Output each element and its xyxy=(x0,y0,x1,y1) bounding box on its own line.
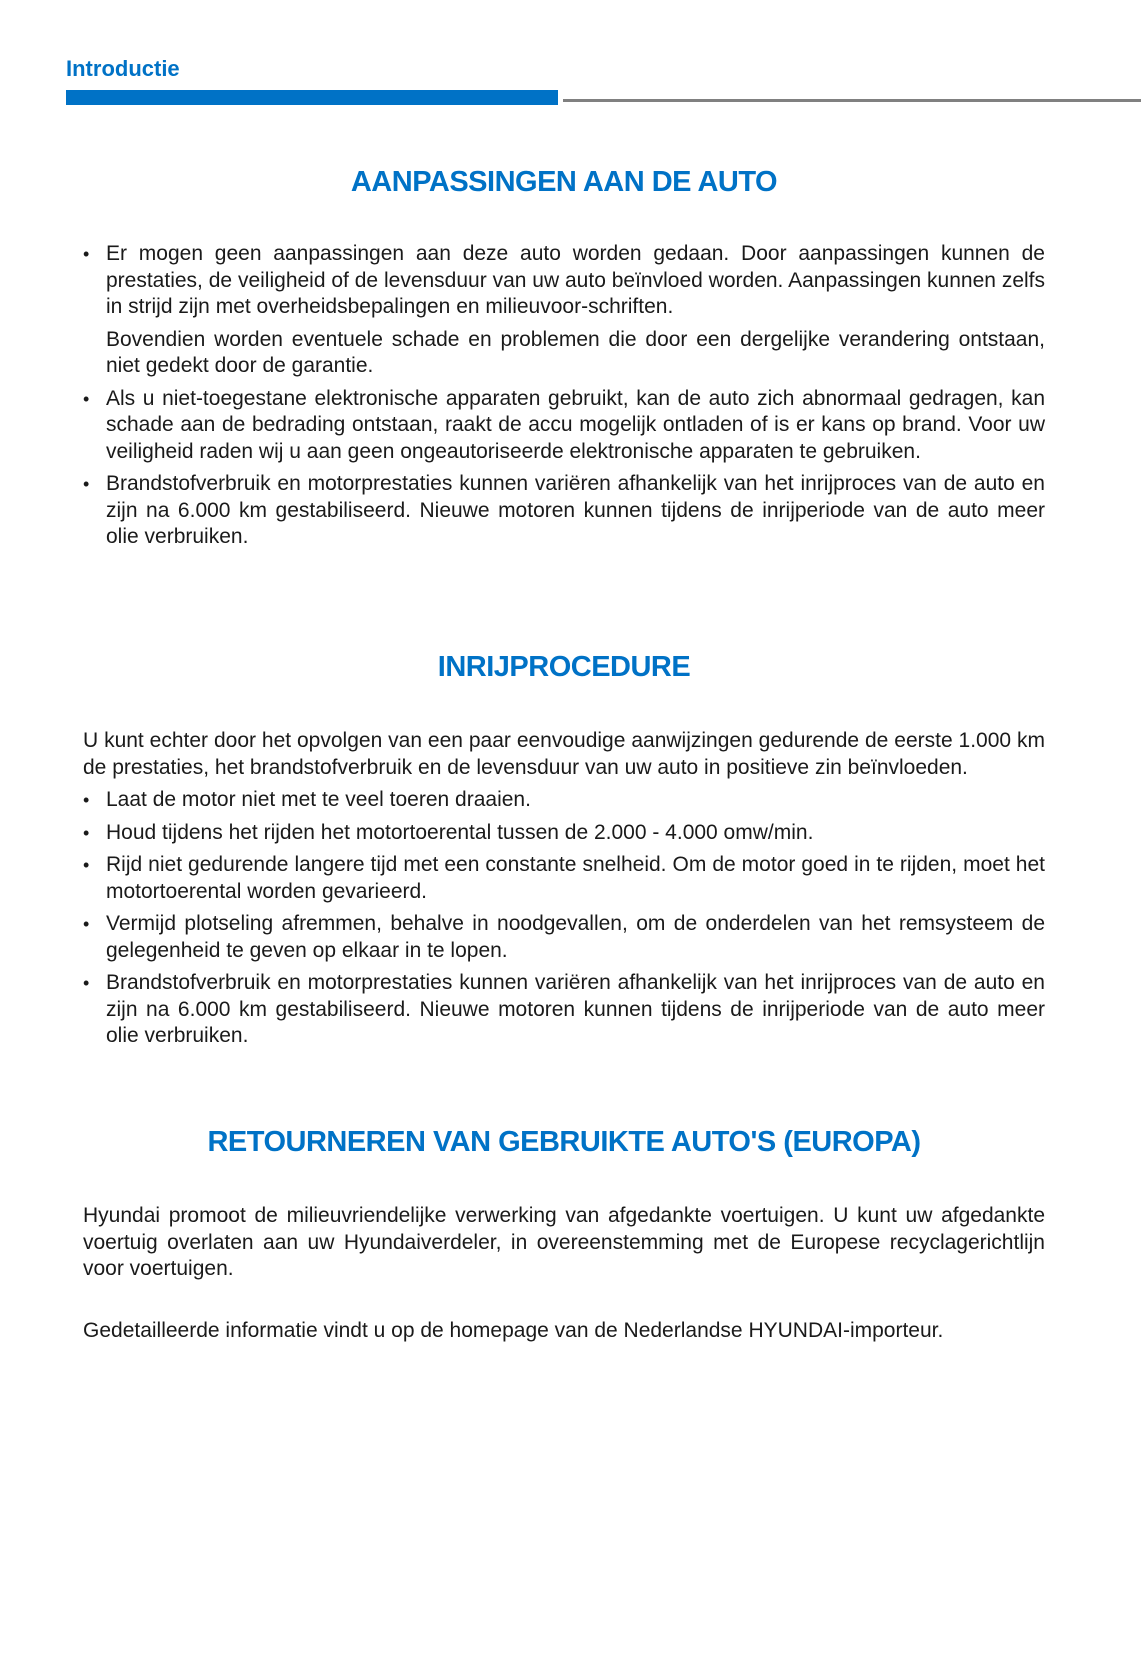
section-aanpassingen-body xyxy=(83,241,1045,557)
chapter-accent-bar xyxy=(66,90,558,105)
list-item-text: Vermijd plotseling afremmen, behalve in noodgevallen, om de onderdelen van het remsysteem de gelegenheid te geven op elkaar in te lopen. xyxy=(106,912,1045,962)
list-item-text: Houd tijdens het rijden het motortoerental tussen de 2.000 - 4.000 omw/min. xyxy=(106,820,814,844)
section-inrijprocedure-body xyxy=(83,728,1045,1056)
paragraph: Gedetailleerde informatie vindt u op de homepage van de Nederlandse HYUNDAI-importeur. xyxy=(83,1319,944,1342)
section-retourneren-body xyxy=(83,1203,1045,1289)
chapter-rule xyxy=(563,99,1141,102)
list-item-text: Brandstofverbruik en motorprestaties kunnen variëren afhankelijk van het inrijproces van de auto en zijn na 6.000 km gestabiliseerd. Nieuwe motoren kunnen tijdens de inrijperiode van de auto meer olie verbruiken. xyxy=(106,472,1045,548)
list-item xyxy=(83,471,1045,551)
section-title-inrijprocedure: INRIJPROCEDURE xyxy=(437,651,691,683)
list-item xyxy=(83,820,1045,847)
section-title-aanpassingen: AANPASSINGEN AAN DE AUTO xyxy=(350,166,778,198)
list-item-text: Er mogen geen aanpassingen aan deze auto worden gedaan. Door aanpassingen kunnen de prestaties, de veiligheid of de levensduur van uw auto beïnvloed worden. Aanpassingen kunnen zelfs in strijd zijn met overheidsbepalingen en milieuvoor-schriften. xyxy=(106,242,1045,318)
list-item xyxy=(83,970,1045,1050)
list-item-text: Brandstofverbruik en motorprestaties kunnen variëren afhankelijk van het inrijproces van de auto en zijn na 6.000 km gestabiliseerd. Nieuwe motoren kunnen tijdens de inrijperiode van de auto meer olie verbruiken. xyxy=(106,971,1045,1047)
section-retourneren-body-2 xyxy=(83,1318,1045,1351)
list-item xyxy=(83,241,1045,321)
list-item xyxy=(83,787,1045,814)
section-title-retourneren: RETOURNEREN VAN GEBRUIKTE AUTO'S (EUROPA) xyxy=(207,1126,921,1158)
list-item xyxy=(83,911,1045,964)
paragraph: Hyundai promoot de milieuvriendelijke verwerking van afgedankte voertuigen. U kunt uw afgedankte voertuig overlaten aan uw Hyundaiverdeler, in overeenstemming met de Europese recyclagerichtlijn voor voertuigen. xyxy=(83,1204,1045,1280)
intro-paragraph: U kunt echter door het opvolgen van een paar eenvoudige aanwijzingen gedurende de eerste 1.000 km de prestaties, het brandstofverbruik en de levensduur van uw auto in positieve zin beïnvloeden. xyxy=(83,729,1045,779)
chapter-title: Introductie xyxy=(66,56,180,81)
list-item-text: Rijd niet gedurende langere tijd met een constante snelheid. Om de motor goed in te rijden, moet het motortoerental worden gevarieerd. xyxy=(106,853,1045,903)
list-item-text: Laat de motor niet met te veel toeren draaien. xyxy=(106,788,531,811)
list-item-continuation: Bovendien worden eventuele schade en problemen die door een dergelijke verandering ontstaan, niet gedekt door de garantie. xyxy=(106,327,1045,377)
list-item-text: Als u niet-toegestane elektronische apparaten gebruikt, kan de auto zich abnormaal gedragen, kan schade aan de bedrading ontstaan, raakt de accu mogelijk ontladen of is er kans op brand. Voor uw veiligheid raden wij u aan geen ongeautoriseerde elektronische apparaten te gebruiken. xyxy=(106,386,1045,463)
list-item xyxy=(83,852,1045,905)
list-item xyxy=(83,386,1045,466)
